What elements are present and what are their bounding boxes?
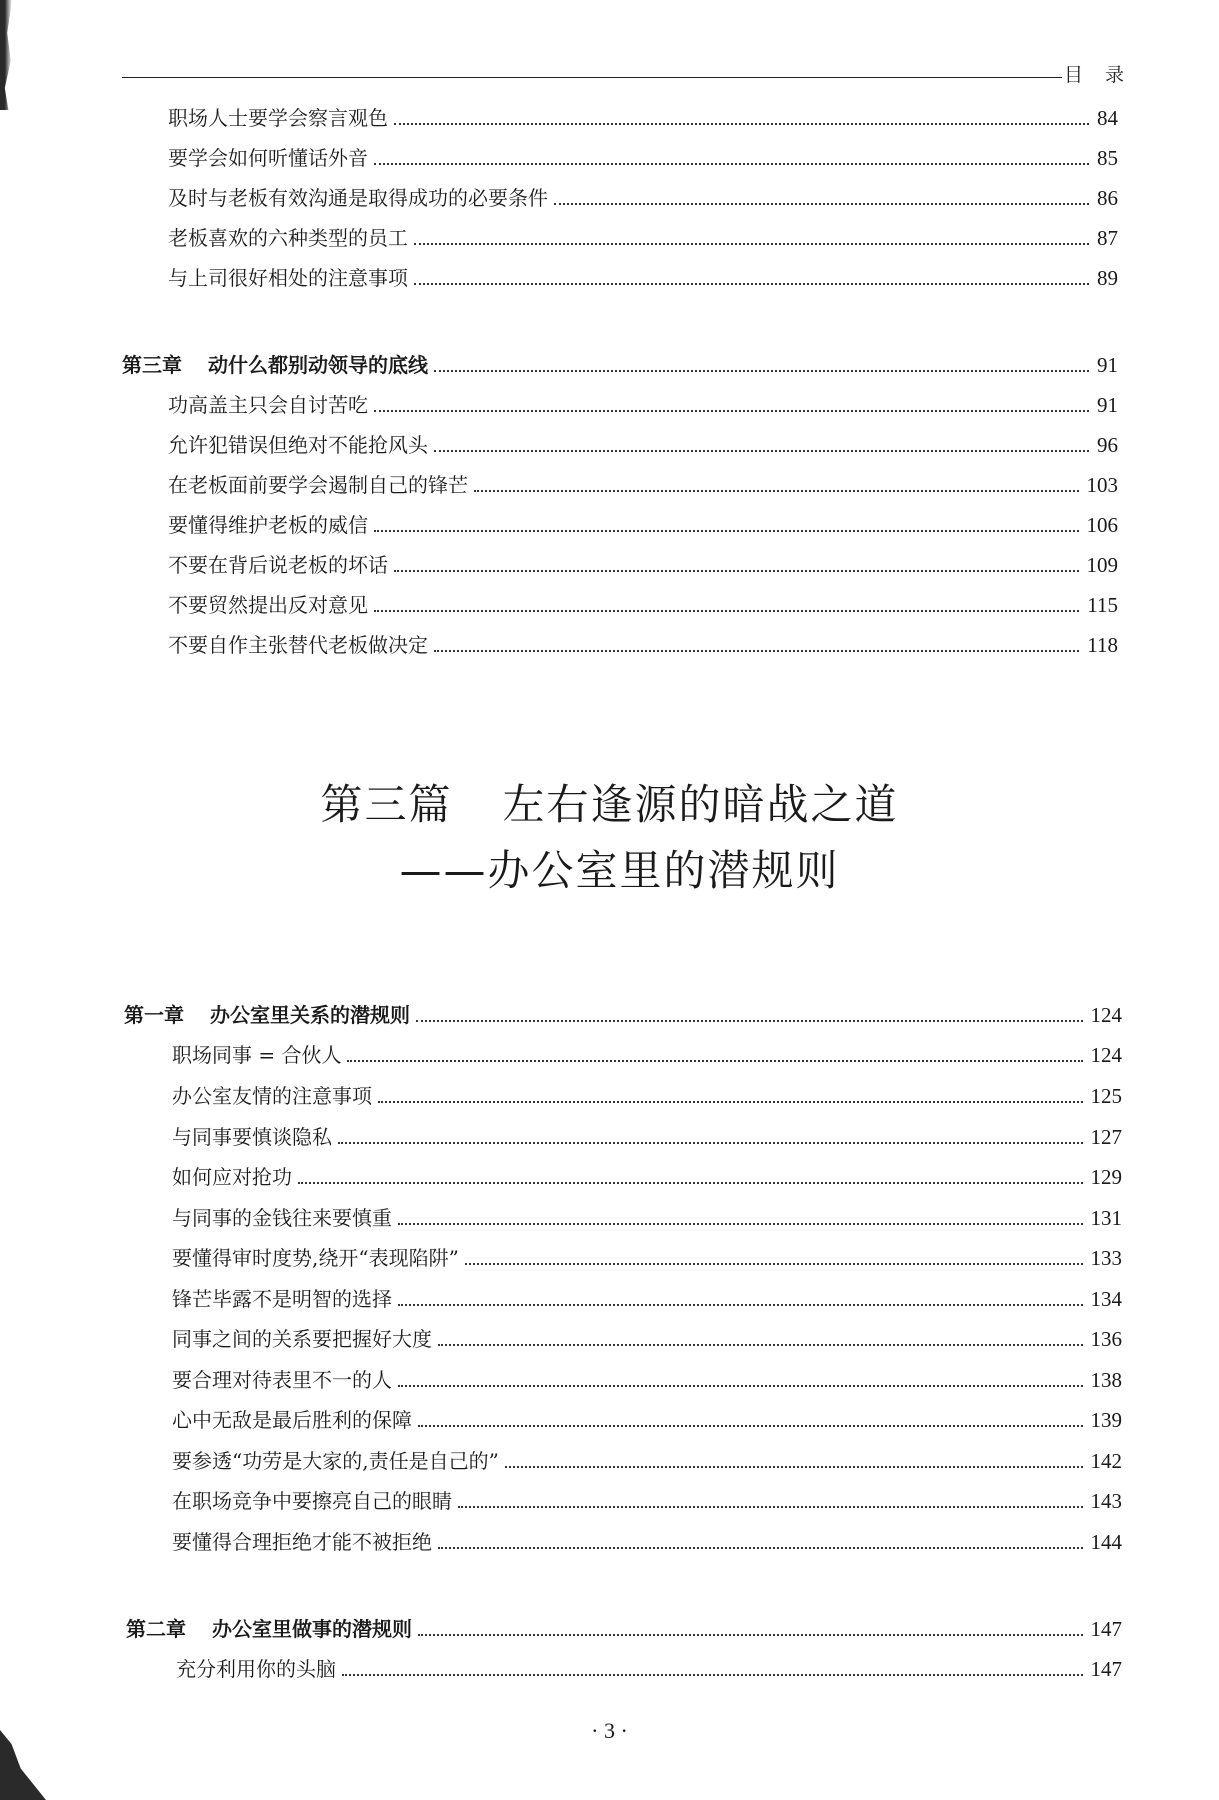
toc-entry-page: 125 (1090, 1084, 1122, 1108)
toc-chapter-heading (126, 1614, 418, 1644)
toc-chapter[interactable] (126, 1614, 1122, 1644)
toc-chapter-heading (122, 350, 434, 380)
toc-entry-page: 139 (1090, 1408, 1122, 1432)
dot-leader (434, 450, 1089, 452)
toc-entry-title: 与同事要慎谈隐私 (172, 1125, 332, 1149)
toc-entry-page: 96 (1097, 433, 1118, 457)
toc-entry[interactable] (172, 1486, 1122, 1516)
toc-entry[interactable] (172, 1162, 1122, 1192)
toc-entry-page: 147 (1090, 1657, 1122, 1681)
toc-entry[interactable] (168, 223, 1118, 253)
toc-entry-page: 103 (1086, 473, 1118, 497)
toc-entry-page: 131 (1090, 1206, 1122, 1230)
dot-leader (338, 1142, 1083, 1144)
dot-leader (374, 163, 1089, 165)
toc-entry-page: 124 (1090, 1043, 1122, 1067)
header-rule (122, 77, 1062, 78)
dot-leader (374, 610, 1079, 612)
toc-entry[interactable] (172, 1122, 1122, 1152)
toc-entry-page: 144 (1090, 1530, 1122, 1554)
chapter-number: 第一章 (124, 1003, 184, 1027)
dot-leader (398, 1304, 1083, 1306)
toc-entry[interactable] (168, 430, 1118, 460)
toc-entry[interactable] (168, 263, 1118, 293)
toc-entry-page: 118 (1087, 633, 1118, 657)
toc-entry-page: 129 (1090, 1165, 1122, 1189)
dot-leader (298, 1182, 1083, 1184)
toc-chapter-page: 124 (1090, 1003, 1122, 1027)
chapter-number: 第二章 (126, 1617, 186, 1641)
dot-leader (398, 1223, 1083, 1225)
toc-chapter-heading (124, 1000, 416, 1030)
dot-leader (418, 1634, 1083, 1636)
part-subtitle-text: ——办公室里的潜规则 (399, 846, 840, 895)
toc-entry-page: 109 (1086, 553, 1118, 577)
toc-entry-page: 87 (1097, 226, 1118, 250)
dot-leader (347, 1060, 1082, 1062)
dot-leader (374, 410, 1089, 412)
toc-entry-page: 84 (1097, 106, 1118, 130)
toc-entry[interactable] (168, 143, 1118, 173)
toc-entry-title: 与同事的金钱往来要慎重 (172, 1206, 392, 1230)
toc-entry-title: 不要贸然提出反对意见 (168, 593, 368, 617)
toc-entry-title: 要懂得审时度势,绕开“表现陷阱” (172, 1246, 459, 1270)
toc-entry-page: 143 (1090, 1489, 1122, 1513)
dot-leader (398, 1385, 1083, 1387)
toc-entry-page: 127 (1090, 1125, 1122, 1149)
toc-chapter[interactable] (122, 350, 1118, 380)
toc-entry[interactable] (172, 1040, 1122, 1070)
chapter-title: 办公室里关系的潜规则 (210, 1003, 410, 1027)
toc-entry[interactable] (172, 1243, 1122, 1273)
page-number: · 3 · (591, 1718, 628, 1743)
dot-leader (434, 370, 1089, 372)
dot-leader (438, 1344, 1083, 1346)
toc-entry[interactable] (172, 1446, 1122, 1476)
chapter-number: 第三章 (122, 353, 182, 377)
dot-leader (434, 650, 1079, 652)
toc-entry-title: 充分利用你的头脑 (176, 1657, 336, 1681)
dot-leader (416, 1020, 1083, 1022)
toc-entry-title: 要懂得维护老板的威信 (168, 513, 368, 537)
dot-leader (378, 1101, 1083, 1103)
scan-edge-artifact (0, 0, 12, 110)
toc-entry-page: 86 (1097, 186, 1118, 210)
toc-chapter[interactable] (124, 1000, 1122, 1030)
toc-entry-title: 要懂得合理拒绝才能不被拒绝 (172, 1530, 432, 1554)
toc-entry-page: 142 (1090, 1449, 1122, 1473)
chapter-title: 办公室里做事的潜规则 (212, 1617, 412, 1641)
toc-entry-page: 89 (1097, 266, 1118, 290)
dot-leader (438, 1547, 1083, 1549)
dot-leader (554, 203, 1089, 205)
toc-entry-page: 115 (1087, 593, 1118, 617)
toc-entry[interactable] (168, 103, 1118, 133)
toc-entry[interactable] (168, 630, 1118, 660)
toc-entry-title: 功高盖主只会自讨苦吃 (168, 393, 368, 417)
toc-entry-title: 不要自作主张替代老板做决定 (168, 633, 428, 657)
toc-entry-page: 91 (1097, 393, 1118, 417)
toc-entry[interactable] (168, 550, 1118, 580)
toc-entry-title: 与上司很好相处的注意事项 (168, 266, 408, 290)
toc-entry-title: 同事之间的关系要把握好大度 (172, 1327, 432, 1351)
toc-entry[interactable] (168, 470, 1118, 500)
toc-entry[interactable] (172, 1365, 1122, 1395)
toc-entry[interactable] (172, 1405, 1122, 1435)
part-subtitle (0, 838, 1219, 898)
toc-entry-title: 锋芒毕露不是明智的选择 (172, 1287, 392, 1311)
toc-entry-title: 允许犯错误但绝对不能抢风头 (168, 433, 428, 457)
dot-leader (374, 530, 1079, 532)
toc-entry[interactable] (168, 183, 1118, 213)
dot-leader (414, 243, 1089, 245)
dot-leader (342, 1674, 1083, 1676)
dot-leader (465, 1263, 1083, 1265)
toc-entry[interactable] (172, 1527, 1122, 1557)
toc-entry-page: 136 (1090, 1327, 1122, 1351)
chapter-title: 动什么都别动领导的底线 (208, 353, 428, 377)
toc-entry-page: 85 (1097, 146, 1118, 170)
dot-leader (394, 123, 1089, 125)
toc-entry-page: 106 (1086, 513, 1118, 537)
toc-entry-title: 在老板面前要学会遏制自己的锋芒 (168, 473, 468, 497)
toc-entry-page: 134 (1090, 1287, 1122, 1311)
toc-entry-title: 职场同事 = 合伙人 (172, 1043, 342, 1067)
toc-entry[interactable] (172, 1081, 1122, 1111)
toc-entry-title: 要学会如何听懂话外音 (168, 146, 368, 170)
dot-leader (418, 1425, 1083, 1427)
toc-entry-title: 如何应对抢功 (172, 1165, 292, 1189)
toc-entry-title: 不要在背后说老板的坏话 (168, 553, 388, 577)
toc-entry-page: 133 (1090, 1246, 1122, 1270)
toc-entry[interactable] (168, 510, 1118, 540)
toc-chapter-page: 147 (1090, 1617, 1122, 1641)
dot-leader (474, 490, 1079, 492)
toc-entry[interactable] (172, 1324, 1122, 1354)
toc-entry-title: 老板喜欢的六种类型的员工 (168, 226, 408, 250)
toc-entry-title: 及时与老板有效沟通是取得成功的必要条件 (168, 186, 548, 210)
toc-entry[interactable] (168, 590, 1118, 620)
toc-entry[interactable] (168, 390, 1118, 420)
part-title (0, 772, 1219, 832)
toc-entry-title: 职场人士要学会察言观色 (168, 106, 388, 130)
toc-entry[interactable] (176, 1654, 1122, 1684)
dot-leader (505, 1466, 1083, 1468)
toc-entry[interactable] (172, 1203, 1122, 1233)
toc-entry-title: 办公室友情的注意事项 (172, 1084, 372, 1108)
toc-entry-title: 要合理对待表里不一的人 (172, 1368, 392, 1392)
toc-entry-title: 在职场竞争中要擦亮自己的眼睛 (172, 1489, 452, 1513)
dot-leader (458, 1506, 1083, 1508)
dot-leader (414, 283, 1089, 285)
toc-chapter-page: 91 (1097, 353, 1118, 377)
toc-entry-title: 心中无敌是最后胜利的保障 (172, 1408, 412, 1432)
dot-leader (394, 570, 1079, 572)
toc-entry-page: 138 (1090, 1368, 1122, 1392)
part-number: 第三篇 (320, 780, 453, 829)
running-header: 目 录 (1064, 64, 1133, 86)
toc-entry-title: 要参透“功劳是大家的,责任是自己的” (172, 1449, 499, 1473)
toc-entry[interactable] (172, 1284, 1122, 1314)
part-title-text: 左右逢源的暗战之道 (502, 780, 899, 829)
